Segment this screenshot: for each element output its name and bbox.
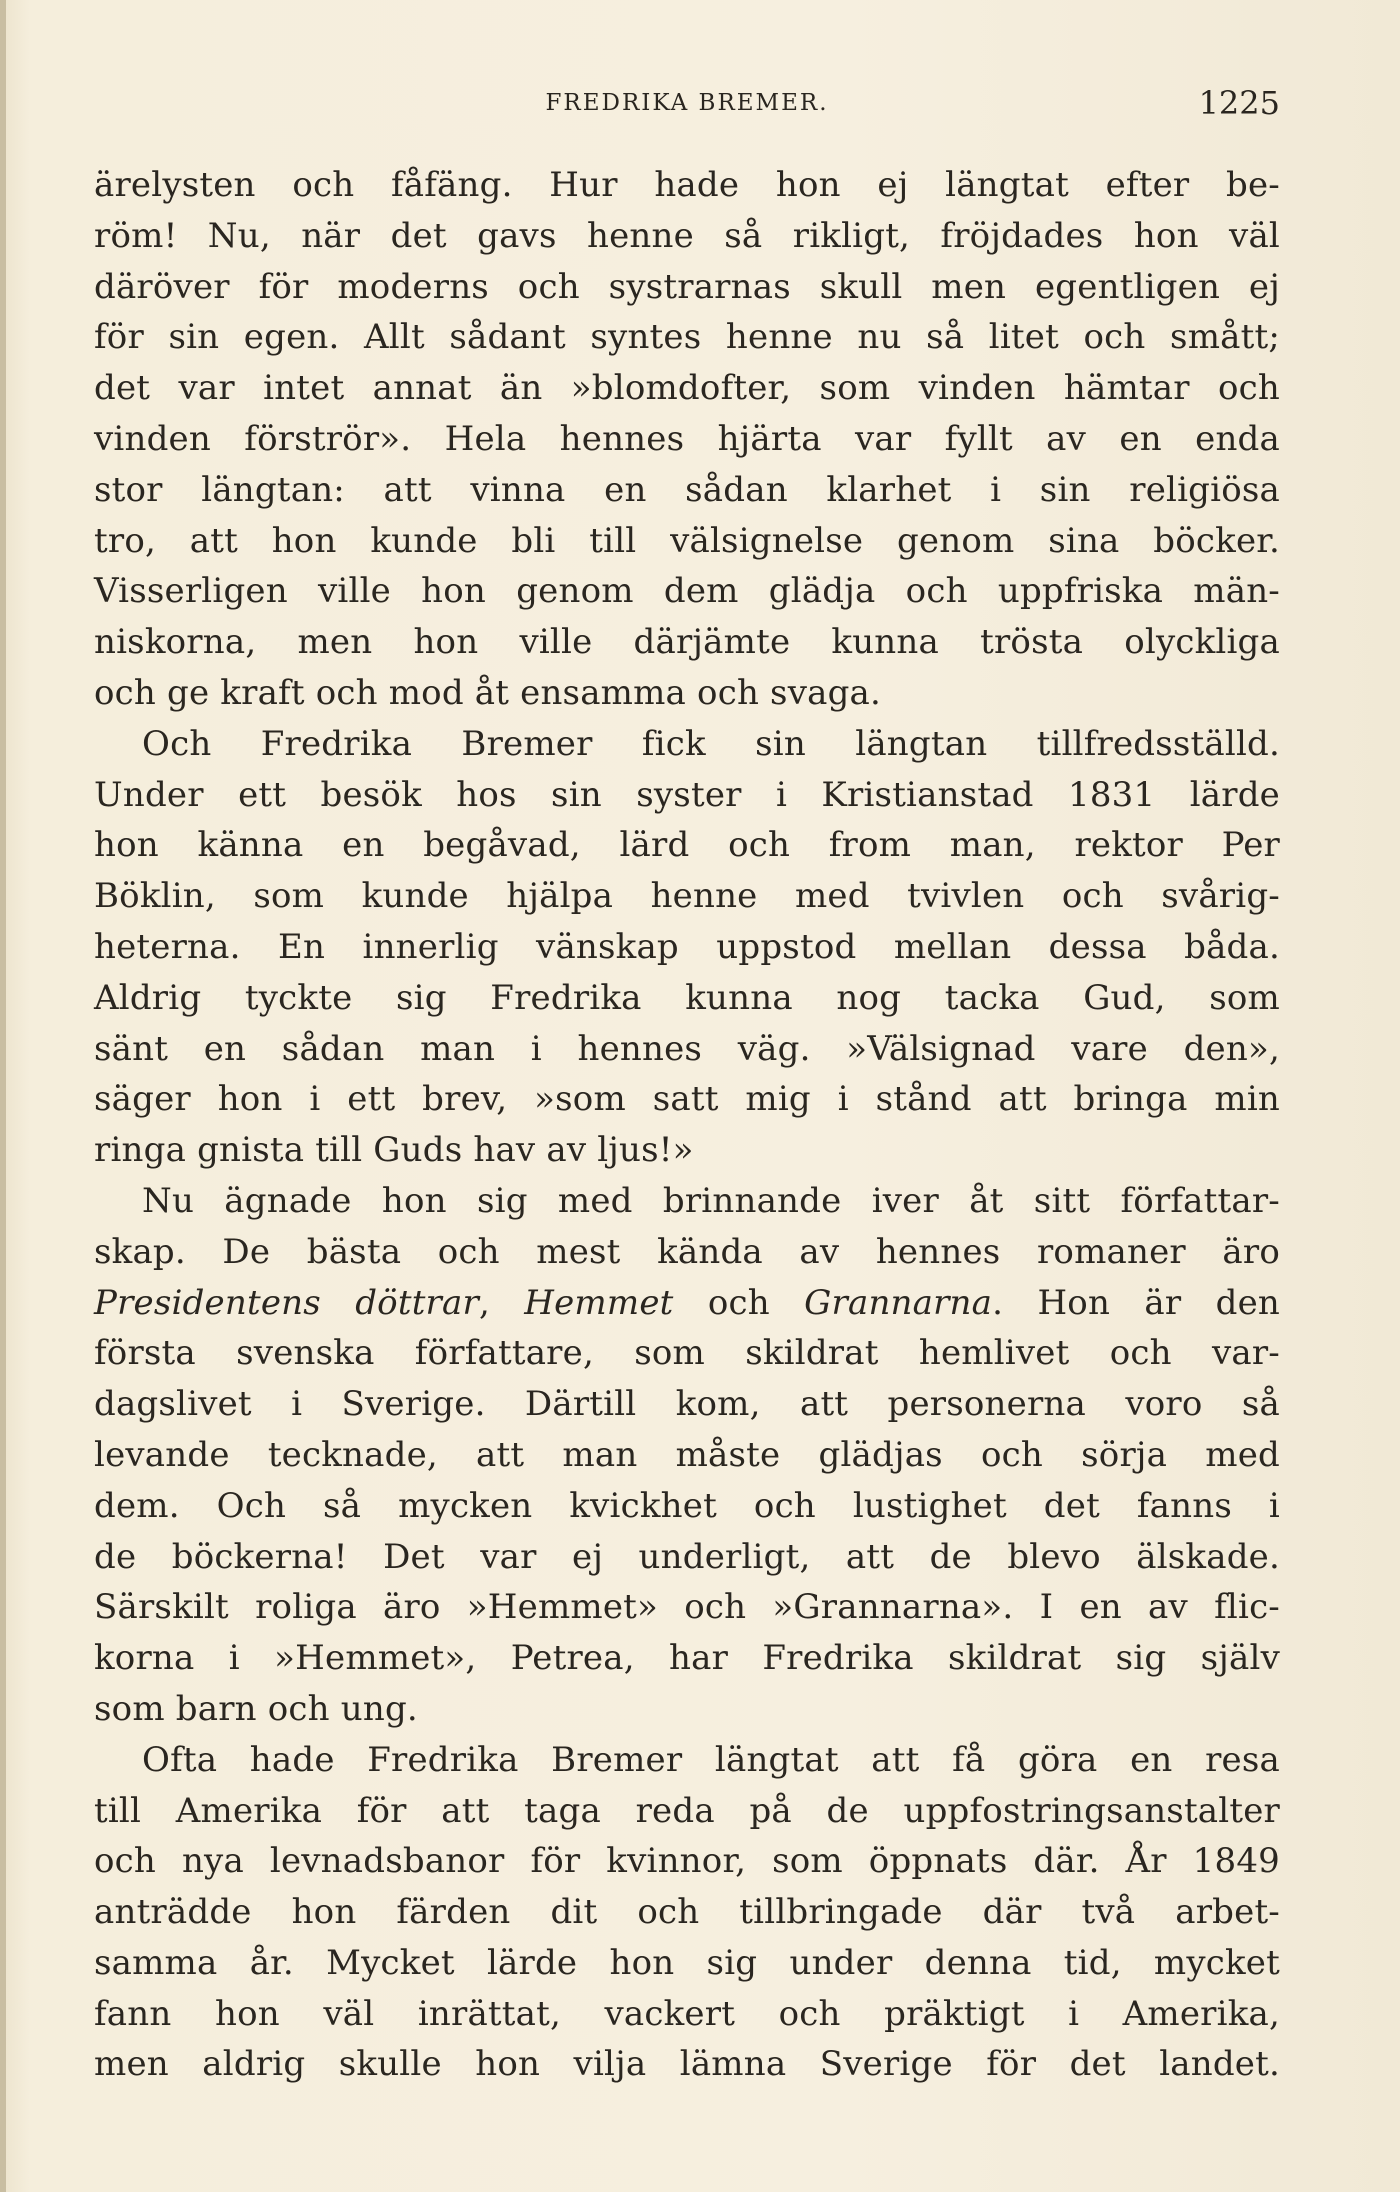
paragraph-start-line: Och Fredrika Bremer fick sin längtan tillfredsställd. xyxy=(142,723,1280,764)
page-header xyxy=(94,84,1280,128)
page-edge xyxy=(0,0,6,2192)
text-line: sänt en sådan man i hennes väg. »Välsignad vare den», xyxy=(94,1028,1280,1069)
body-text xyxy=(94,160,1280,2090)
text-line: tro, att hon kunde bli till välsignelse genom sina böcker. xyxy=(94,520,1280,561)
text-line: hon känna en begåvad, lärd och from man, rektor Per xyxy=(94,825,1280,866)
text-line: och ge kraft och mod åt ensamma och svaga. xyxy=(94,672,882,713)
text-line: däröver för moderns och systrarnas skull men egentligen ej xyxy=(94,266,1280,307)
text-line: ringa gnista till Guds hav av ljus!» xyxy=(94,1130,694,1171)
text-line: Visserligen ville hon genom dem glädja och uppfriska män- xyxy=(94,571,1280,612)
text-line: stor längtan: att vinna en sådan klarhet i sin religiösa xyxy=(94,469,1280,510)
paragraph-start-line: Ofta hade Fredrika Bremer längtat att få göra en resa xyxy=(142,1739,1280,1780)
text-line: vinden förströr». Hela hennes hjärta var fyllt av en enda xyxy=(94,418,1280,459)
text-line: dem. Och så mycken kvickhet och lustighet det fanns i xyxy=(94,1485,1280,1526)
text-line: första svenska författare, som skildrat hemlivet och var- xyxy=(94,1333,1280,1374)
text-line: säger hon i ett brev, »som satt mig i stånd att bringa min xyxy=(94,1079,1280,1120)
book-title-hemmet: Hemmet xyxy=(524,1282,674,1323)
text-line: Böklin, som kunde hjälpa henne med tvivlen och svårig- xyxy=(94,876,1280,917)
text-line: korna i »Hemmet», Petrea, har Fredrika skildrat sig själv xyxy=(94,1638,1280,1679)
text-line: dagslivet i Sverige. Därtill kom, att personerna voro så xyxy=(94,1384,1280,1425)
page-number: 1225 xyxy=(1198,84,1280,122)
text-fragment: . Hon är den xyxy=(992,1282,1280,1323)
text-line: Aldrig tyckte sig Fredrika kunna nog tacka Gud, som xyxy=(94,977,1280,1018)
text-line: anträdde hon färden dit och tillbringade där två arbet- xyxy=(94,1892,1280,1933)
text-line: levande tecknade, att man måste glädjas och sörja med xyxy=(94,1434,1280,1475)
italic-titles-line xyxy=(94,1278,1280,1329)
running-title: FREDRIKA BREMER. xyxy=(545,90,829,116)
text-line: röm! Nu, när det gavs henne så rikligt, fröjdades hon väl xyxy=(94,215,1280,256)
text-line: det var intet annat än »blomdofter, som vinden hämtar och xyxy=(94,368,1280,409)
text-line: som barn och ung. xyxy=(94,1688,418,1729)
text-fragment: och xyxy=(673,1282,805,1323)
text-fragment: , xyxy=(478,1282,525,1323)
paragraph-start-line: Nu ägnade hon sig med brinnande iver åt sitt författar- xyxy=(142,1180,1280,1221)
text-line: men aldrig skulle hon vilja lämna Sverige för det landet. xyxy=(94,2044,1280,2085)
text-line: de böckerna! Det var ej underligt, att de blevo älskade. xyxy=(94,1536,1280,1577)
text-line: samma år. Mycket lärde hon sig under denna tid, mycket xyxy=(94,1942,1280,1983)
book-title-presidentens-dottrar: Presidentens döttrar xyxy=(94,1282,479,1323)
text-line: och nya levnadsbanor för kvinnor, som öppnats där. År 1849 xyxy=(94,1841,1280,1882)
text-line: för sin egen. Allt sådant syntes henne nu så litet och smått; xyxy=(94,317,1280,358)
text-line: skap. De bästa och mest kända av hennes romaner äro xyxy=(94,1231,1280,1272)
text-line: fann hon väl inrättat, vackert och präktigt i Amerika, xyxy=(94,1993,1280,2034)
text-line: till Amerika för att taga reda på de uppfostringsanstalter xyxy=(94,1790,1280,1831)
book-title-grannarna: Grannarna xyxy=(804,1282,993,1323)
text-line: Särskilt roliga äro »Hemmet» och »Grannarna». I en av flic- xyxy=(94,1587,1280,1628)
text-line: heterna. En innerlig vänskap uppstod mellan dessa båda. xyxy=(94,926,1280,967)
text-line: ärelysten och fåfäng. Hur hade hon ej längtat efter be- xyxy=(94,165,1280,205)
text-line: Under ett besök hos sin syster i Kristianstad 1831 lärde xyxy=(94,774,1280,815)
text-line: niskorna, men hon ville därjämte kunna trösta olyckliga xyxy=(94,622,1280,663)
